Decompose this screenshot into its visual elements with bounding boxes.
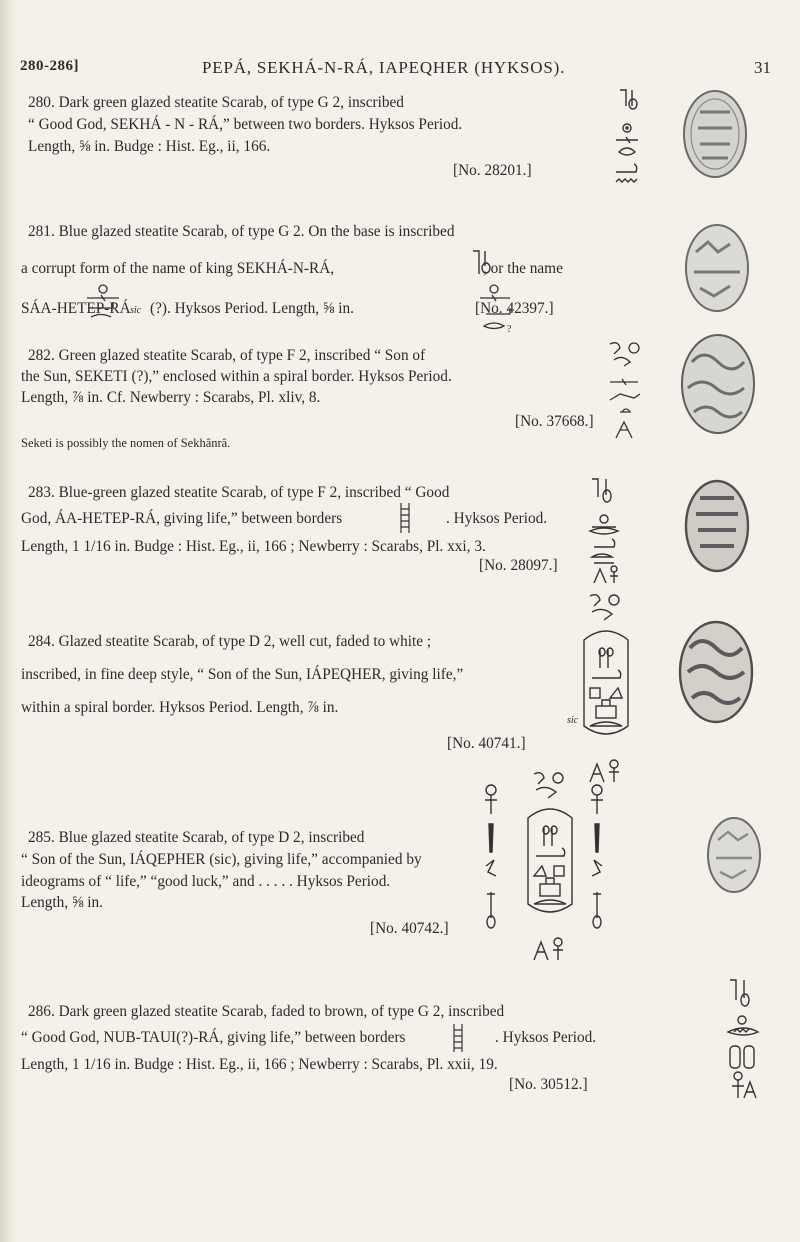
entry-284-line-3: within a spiral border. Hyksos Period. Length, ⅞ in. <box>21 699 339 716</box>
header-title: PEPÁ, SEKHÁ-N-RÁ, IAPEQHER (HYKSOS). <box>202 58 566 77</box>
side-ideogram-285-left-icon <box>482 780 500 930</box>
entry-280-line-2: “ Good God, SEKHÁ - N - RÁ,” between two borders. Hyksos Period. <box>28 116 463 133</box>
entry-284-ref: [No. 40741.] <box>447 735 526 752</box>
side-ideogram-285-right-icon <box>588 780 606 930</box>
entry-283-line-2b: . Hyksos Period. <box>446 510 548 527</box>
svg-text:?: ? <box>507 324 512 335</box>
entry-283-line-3: Length, 1 1/16 in. Budge : Hist. Eg., ii, 166 ; Newberry : Scarabs, Pl. xxi, 3. <box>21 538 486 555</box>
entry-281-ref: [No. 42397.] <box>475 300 554 317</box>
entry-283-line-1: 283. Blue-green glazed steatite Scarab, of type F 2, inscribed “ Good <box>28 484 450 501</box>
entry-285-line-3: ideograms of “ life,” “good luck,” and . . . . . Hyksos Period. <box>21 873 391 890</box>
entry-282-note: Seketi is possibly the nomen of Sekhânrâ. <box>21 436 231 450</box>
entry-283-ref: [No. 28097.] <box>479 557 558 574</box>
running-header <box>0 58 800 82</box>
entry-280-line-3: Length, ⅝ in. Budge : Hist. Eg., ii, 166. <box>28 138 271 155</box>
cartouche-glyph-283-icon <box>586 475 626 587</box>
cartouche-glyph-281c-icon <box>476 284 520 336</box>
header-page-range: 280-286] <box>20 58 79 74</box>
entry-284-line-1: 284. Glazed steatite Scarab, of type D 2, well cut, faded to white ; <box>28 633 432 650</box>
entry-281-line-3b: (?). Hyksos Period. Length, ⅝ in. <box>150 300 354 317</box>
entry-282-line-3: Length, ⅞ in. Cf. Newberry : Scarabs, Pl. xliv, 8. <box>21 389 321 406</box>
entry-282-line-2: the Sun, SEKETI (?),” enclosed within a spiral border. Hyksos Period. <box>21 368 452 385</box>
entry-286-ref: [No. 30512.] <box>509 1076 588 1093</box>
cartouche-glyph-286-icon <box>724 976 764 1102</box>
cartouche-glyph-282-icon <box>604 340 650 444</box>
entry-285-line-1: 285. Blue glazed steatite Scarab, of type D 2, inscribed <box>28 829 365 846</box>
cartouche-glyph-284-icon <box>576 592 636 792</box>
entry-286-line-3: Length, 1 1/16 in. Budge : Hist. Eg., ii, 166 ; Newberry : Scarabs, Pl. xxii, 19. <box>21 1056 498 1073</box>
entry-284-line-2: inscribed, in fine deep style, “ Son of the Sun, IÁPEQHER, giving life,” <box>21 666 464 683</box>
entry-281-line-2: a corrupt form of the name of king SEKHÁ-N-RÁ, <box>21 260 335 277</box>
entry-283-line-2a: God, ÁA-HETEP-RÁ, giving life,” between borders <box>21 510 343 527</box>
entry-285-ref: [No. 40742.] <box>370 920 449 937</box>
border-glyph-286-icon <box>451 1022 465 1054</box>
entry-282-ref: [No. 37668.] <box>515 413 594 430</box>
border-glyph-283-icon <box>398 501 412 535</box>
book-binding-edge <box>0 0 18 1242</box>
entry-286-line-2b: . Hyksos Period. <box>495 1029 597 1046</box>
entry-286-line-2a: “ Good God, NUB-TAUI(?)-RÁ, giving life,” between borders <box>21 1029 406 1046</box>
entry-286-line-1: 286. Dark green glazed steatite Scarab, faded to brown, of type G 2, inscribed <box>28 1003 505 1020</box>
scarab-base-282-icon <box>678 332 758 436</box>
entry-284-sic-mark: sic <box>567 715 579 726</box>
scarab-base-285-icon <box>704 814 764 896</box>
cartouche-glyph-280-icon <box>612 86 642 190</box>
scarab-base-280-icon <box>680 88 750 180</box>
entry-281-line-2b: , or the name <box>483 260 563 277</box>
entry-280-ref: [No. 28201.] <box>453 162 532 179</box>
cartouche-glyph-281b-icon <box>470 248 494 276</box>
entry-281-line-1: 281. Blue glazed steatite Scarab, of type G 2. On the base is inscribed <box>28 223 455 240</box>
cartouche-glyph-281a-icon <box>83 284 123 320</box>
scarab-base-281-icon <box>682 222 752 314</box>
scarab-base-284-icon <box>676 618 756 726</box>
header-folio: 31 <box>754 58 771 77</box>
entry-285-line-2: “ Son of the Sun, IÁQEPHER (sic), giving life,” accompanied by <box>21 851 422 868</box>
entry-282-line-1: 282. Green glazed steatite Scarab, of type F 2, inscribed “ Son of <box>28 347 426 364</box>
entry-281-sic-mark: sic <box>130 305 142 316</box>
entry-281-line-3a: SÁA-HETEP-RÁ <box>21 300 131 317</box>
entry-285-line-4: Length, ⅝ in. <box>21 894 103 911</box>
entry-280-line-1: 280. Dark green glazed steatite Scarab, of type G 2, inscribed <box>28 94 404 111</box>
cartouche-glyph-285-icon <box>520 770 580 970</box>
scarab-base-283-icon <box>682 478 752 574</box>
